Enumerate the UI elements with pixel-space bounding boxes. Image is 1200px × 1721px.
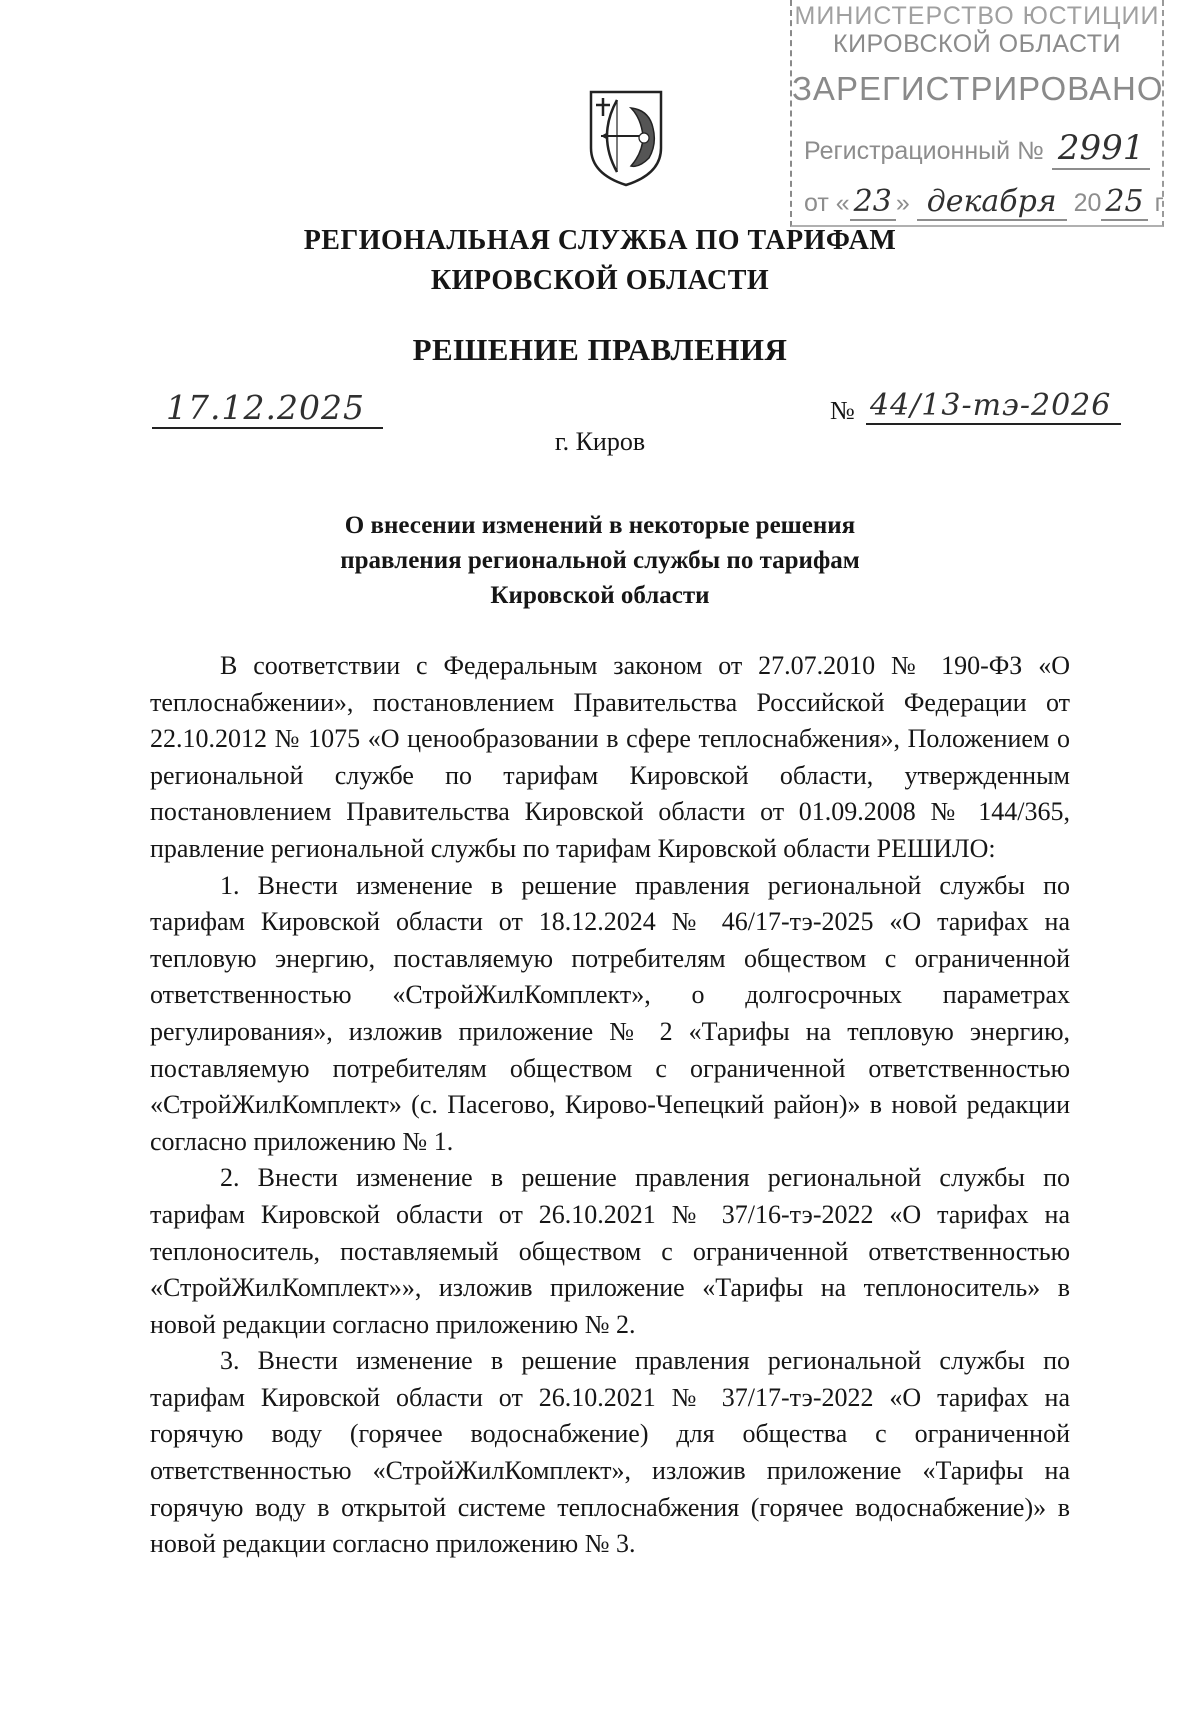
decision-item-2: 2. Внести изменение в решение правления региональной службы по тарифам Кировской области от 26.10.2021 № 37/16-тэ-2022 «О тарифах на теплоноситель, поставляемый обществом с ограниченной ответственностью «СтройЖилКомплект»», изложив приложение «Тарифы на теплоноситель» в новой редакции согласно приложению № 2. [150, 1163, 1070, 1339]
stamp-status: ЗАРЕГИСТРИРОВАНО [792, 70, 1164, 107]
subject-line1: О внесении изменений в некоторые решения [344, 512, 856, 539]
stamp-date-row [804, 184, 1174, 219]
agency-name-line1: РЕГИОНАЛЬНАЯ СЛУЖБА ПО ТАРИФАМ [303, 225, 897, 256]
city-name: г. Киров [554, 427, 646, 456]
stamp-date-day: 23 [850, 184, 896, 221]
stamp-date-mid: » [895, 189, 910, 217]
stamp-date-prefix: от « [804, 189, 850, 217]
registration-stamp [790, 0, 1164, 227]
decision-item-1: 1. Внести изменение в решение правления региональной службы по тарифам Кировской области от 18.12.2024 № 46/17-тэ-2025 «О тарифах на тепловую энергию, поставляемую потребителям обществом с ограниченной ответственностью «СтройЖилКомплект», о долгосрочных параметрах регулирования», изложив приложение № 2 «Тарифы на тепловую энергию, поставляемую потребителям обществом с ограниченной ответственностью «СтройЖилКомплект» (с. Пасегово, Кирово-Чепецкий район)» в новой редакции согласно приложению № 1. [150, 870, 1070, 1156]
stamp-year-prefix: 20 [1073, 189, 1102, 217]
stamp-registration-row [804, 128, 1174, 168]
stamp-date-month: декабря [917, 184, 1067, 221]
stamp-region-line: КИРОВСКОЙ ОБЛАСТИ [833, 30, 1121, 58]
stamp-reg-number: 2991 [1052, 128, 1151, 170]
document-type-title: РЕШЕНИЕ ПРАВЛЕНИЯ [412, 332, 788, 367]
decision-subject [0, 508, 1200, 613]
decision-body [150, 648, 1070, 1563]
decision-date: 17.12.2025 [152, 388, 383, 429]
stamp-reg-label: Регистрационный № [804, 137, 1044, 165]
subject-line2: правления региональной службы по тарифам [340, 547, 860, 574]
stamp-year-unit: г [1154, 189, 1164, 217]
decision-number: 44/13-тэ-2026 [866, 388, 1121, 425]
preamble-paragraph: В соответствии с Федеральным законом от 27.07.2010 № 190-ФЗ «О теплоснабжении», постановлением Правительства Российской Федерации от 22.10.2012 № 1075 «О ценообразовании в сфере теплоснабжения», Положением о региональной службе по тарифам Кировской области, утвержденным постановлением Правительства Кировской области от 01.09.2008 № 144/365, правление региональной службы по тарифам Кировской области РЕШИЛО: [150, 651, 1070, 863]
subject-line3: Кировской области [490, 582, 710, 609]
decision-item-3: 3. Внести изменение в решение правления региональной службы по тарифам Кировской области от 26.10.2021 № 37/17-тэ-2022 «О тарифах на горячую воду (горячее водоснабжение) для общества с ограниченной ответственностью «СтройЖилКомплект», изложив приложение «Тарифы на горячую воду в открытой системе теплоснабжения (горячее водоснабжение)» в новой редакции согласно приложению № 3. [150, 1346, 1070, 1559]
agency-name-line2: КИРОВСКОЙ ОБЛАСТИ [430, 265, 770, 296]
decision-number-label: № [830, 396, 855, 425]
stamp-year-suffix: 25 [1101, 184, 1147, 221]
stamp-ministry-line: МИНИСТЕРСТВО ЮСТИЦИИ [794, 2, 1160, 30]
kirov-coat-of-arms-icon [587, 88, 665, 188]
